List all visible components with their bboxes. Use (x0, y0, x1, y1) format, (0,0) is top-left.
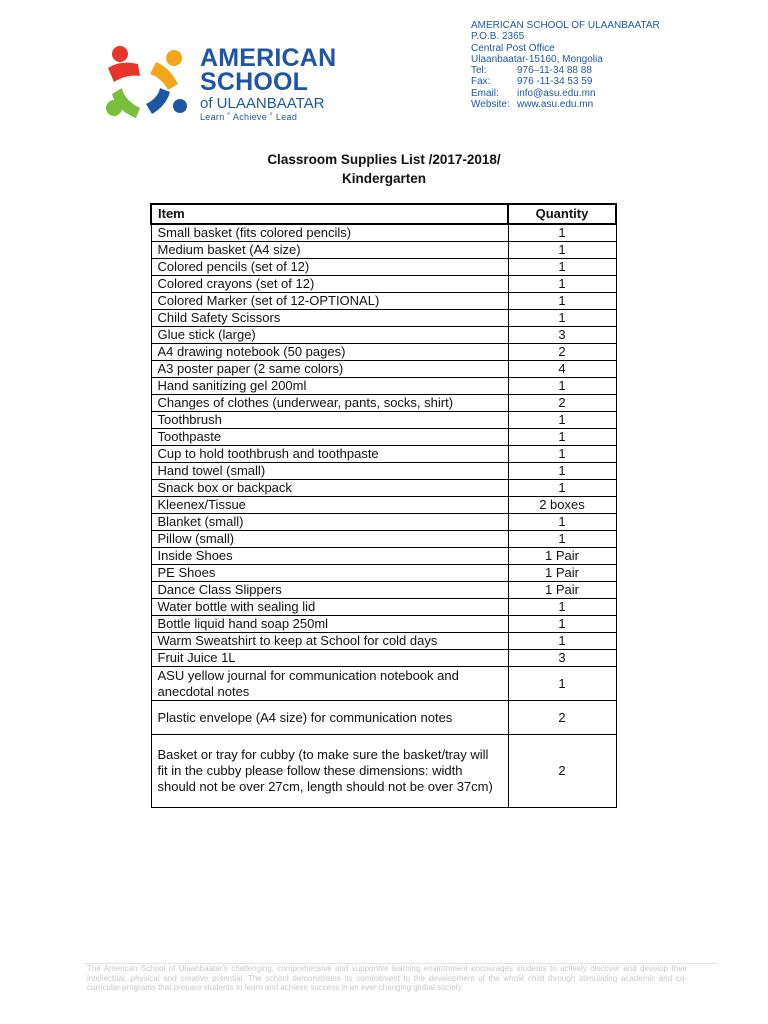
item-cell: Child Safety Scissors (151, 310, 508, 327)
quantity-cell: 1 (508, 378, 616, 395)
quantity-cell: 1 (508, 480, 616, 497)
quantity-cell: 1 (508, 514, 616, 531)
website-value: www.asu.edu.mn (517, 99, 594, 111)
table-row (151, 276, 616, 293)
fax-label: Fax: (471, 76, 491, 88)
quantity-cell: 1 (508, 224, 616, 242)
table-row (151, 327, 616, 344)
item-cell: ASU yellow journal for communication notebook and anecdotal notes (151, 667, 508, 701)
table-row (151, 378, 616, 395)
quantity-cell: 1 (508, 293, 616, 310)
table-row (151, 412, 616, 429)
item-cell: Inside Shoes (151, 548, 508, 565)
item-cell: Toothbrush (151, 412, 508, 429)
table-row (151, 259, 616, 276)
address-pob: P.O.B. 2365 (471, 31, 525, 43)
logo-wordmark-line3: of ULAANBAATAR (200, 95, 325, 112)
address-post-office: Central Post Office (471, 42, 555, 54)
table-row (151, 224, 616, 242)
quantity-cell: 1 (508, 667, 616, 701)
table-row (151, 599, 616, 616)
item-cell: Kleenex/Tissue (151, 497, 508, 514)
logo-wordmark-line1: AMERICAN (200, 44, 337, 72)
table-row (151, 667, 616, 701)
quantity-cell: 2 boxes (508, 497, 616, 514)
table-row (151, 735, 616, 808)
table-row (151, 701, 616, 735)
table-body (151, 224, 616, 808)
table-row (151, 650, 616, 667)
tel-value: 976–11-34 88 88 (517, 65, 592, 77)
table-header-row (151, 204, 616, 224)
item-cell: Colored pencils (set of 12) (151, 259, 508, 276)
item-cell: Basket or tray for cubby (to make sure the basket/tray will fit in the cubby please follow these dimensions: width should not be over 27cm, length should not be over 37cm) (151, 735, 508, 808)
quantity-cell: 2 (508, 344, 616, 361)
item-cell: Fruit Juice 1L (151, 650, 508, 667)
item-cell: A4 drawing notebook (50 pages) (151, 344, 508, 361)
item-cell: Snack box or backpack (151, 480, 508, 497)
quantity-cell: 2 (508, 701, 616, 735)
item-cell: Hand sanitizing gel 200ml (151, 378, 508, 395)
title-line2: Kindergarten (341, 171, 426, 186)
quantity-cell: 1 (508, 599, 616, 616)
item-cell: Colored Marker (set of 12-OPTIONAL) (151, 293, 508, 310)
quantity-cell: 4 (508, 361, 616, 378)
item-cell: Plastic envelope (A4 size) for communication notes (151, 701, 508, 735)
quantity-cell: 1 Pair (508, 582, 616, 599)
footer-mission-statement: The American School of Ulaanbaatar's challenging, comprehensive and supportive learning environment encourages students to actively discover and develop their intellectual, physical and creative potential. The school demonstrates its commitment to the development of the whole child through stimulating academic and co-curricular programs that prepare students to learn and achieve success in an ever changing global society. (87, 964, 687, 992)
quantity-cell: 2 (508, 395, 616, 412)
table-row (151, 310, 616, 327)
item-cell: Small basket (fits colored pencils) (151, 224, 508, 242)
table-row (151, 565, 616, 582)
table-row (151, 293, 616, 310)
title-line1: Classroom Supplies List /2017-2018/ (267, 152, 501, 167)
item-cell: Glue stick (large) (151, 327, 508, 344)
quantity-cell: 1 (508, 412, 616, 429)
fax-value: 976 -11-34 53 59 (517, 76, 593, 88)
table-row (151, 429, 616, 446)
table-row (151, 446, 616, 463)
table-row (151, 531, 616, 548)
quantity-cell: 3 (508, 327, 616, 344)
table-row (151, 395, 616, 412)
item-cell: Changes of clothes (underwear, pants, socks, shirt) (151, 395, 508, 412)
item-cell: Toothpaste (151, 429, 508, 446)
quantity-cell: 3 (508, 650, 616, 667)
supplies-table (150, 203, 617, 808)
item-cell: Medium basket (A4 size) (151, 242, 508, 259)
document-title (0, 150, 768, 188)
item-cell: Warm Sweatshirt to keep at School for cold days (151, 633, 508, 650)
table-row (151, 361, 616, 378)
item-cell: A3 poster paper (2 same colors) (151, 361, 508, 378)
email-value: info@asu.edu.mn (517, 87, 596, 99)
table-row (151, 548, 616, 565)
table-row (151, 480, 616, 497)
address-email (471, 88, 751, 99)
item-cell: Water bottle with sealing lid (151, 599, 508, 616)
quantity-cell: 1 (508, 463, 616, 480)
quantity-cell: 1 (508, 531, 616, 548)
address-city: Ulaanbaatar-15160, Mongolia (471, 53, 603, 65)
header-quantity: Quantity (508, 204, 616, 224)
address-fax (471, 76, 751, 87)
address-website (471, 99, 751, 110)
item-cell: PE Shoes (151, 565, 508, 582)
website-label: Website: (471, 99, 510, 111)
item-cell: Dance Class Slippers (151, 582, 508, 599)
table-row (151, 242, 616, 259)
quantity-cell: 1 (508, 242, 616, 259)
address-tel (471, 65, 751, 76)
quantity-cell: 2 (508, 735, 616, 808)
logo-tagline: Learn ˚ Achieve ˚ Lead (200, 112, 298, 122)
school-logo (100, 42, 350, 122)
email-label: Email: (471, 87, 499, 99)
quantity-cell: 1 (508, 259, 616, 276)
item-cell: Hand towel (small) (151, 463, 508, 480)
item-cell: Pillow (small) (151, 531, 508, 548)
quantity-cell: 1 Pair (508, 565, 616, 582)
item-cell: Colored crayons (set of 12) (151, 276, 508, 293)
quantity-cell: 1 (508, 616, 616, 633)
tel-label: Tel: (471, 65, 487, 77)
quantity-cell: 1 (508, 429, 616, 446)
table-row (151, 582, 616, 599)
table-row (151, 344, 616, 361)
item-cell: Blanket (small) (151, 514, 508, 531)
quantity-cell: 1 (508, 276, 616, 293)
table-row (151, 514, 616, 531)
quantity-cell: 1 (508, 446, 616, 463)
header-item: Item (151, 204, 508, 224)
school-address (471, 20, 751, 110)
table-row (151, 463, 616, 480)
address-school-name: AMERICAN SCHOOL OF ULAANBAATAR (471, 20, 660, 31)
quantity-cell: 1 (508, 633, 616, 650)
quantity-cell: 1 Pair (508, 548, 616, 565)
table-row (151, 633, 616, 650)
school-emblem-icon (100, 42, 192, 122)
logo-wordmark-line2: SCHOOL (200, 68, 309, 96)
table-row (151, 497, 616, 514)
item-cell: Bottle liquid hand soap 250ml (151, 616, 508, 633)
table-row (151, 616, 616, 633)
item-cell: Cup to hold toothbrush and toothpaste (151, 446, 508, 463)
quantity-cell: 1 (508, 310, 616, 327)
